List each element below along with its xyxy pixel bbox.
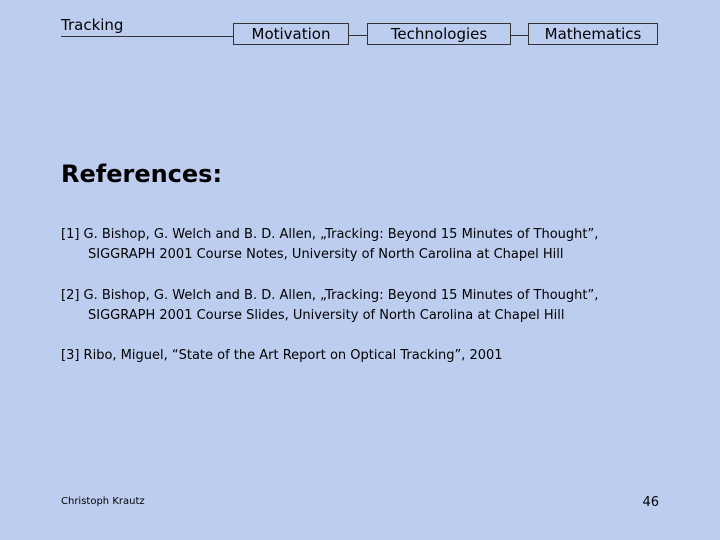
nav-technologies[interactable]: Technologies (367, 23, 511, 45)
references-heading: References: (61, 160, 223, 188)
reference-line: SIGGRAPH 2001 Course Slides, University of North Carolina at Chapel Hill (88, 308, 565, 323)
nav-connector (349, 35, 367, 36)
reference-line: SIGGRAPH 2001 Course Notes, University of North Carolina at Chapel Hill (88, 247, 564, 262)
reference-line: [1] G. Bishop, G. Welch and B. D. Allen, „Tracking: Beyond 15 Minutes of Thought”, (61, 227, 599, 242)
reference-item (61, 225, 701, 265)
reference-line: [3] Ribo, Miguel, “State of the Art Report on Optical Tracking”, 2001 (61, 348, 503, 363)
reference-line: [2] G. Bishop, G. Welch and B. D. Allen, „Tracking: Beyond 15 Minutes of Thought”, (61, 288, 599, 303)
header-underline (61, 36, 233, 37)
reference-item (61, 286, 701, 326)
reference-item (61, 346, 701, 366)
page-number: 46 (642, 495, 659, 510)
nav-mathematics[interactable]: Mathematics (528, 23, 658, 45)
slide-section-title: Tracking (61, 16, 124, 34)
nav-motivation[interactable]: Motivation (233, 23, 349, 45)
footer-author: Christoph Krautz (61, 496, 145, 507)
nav-connector (511, 35, 528, 36)
